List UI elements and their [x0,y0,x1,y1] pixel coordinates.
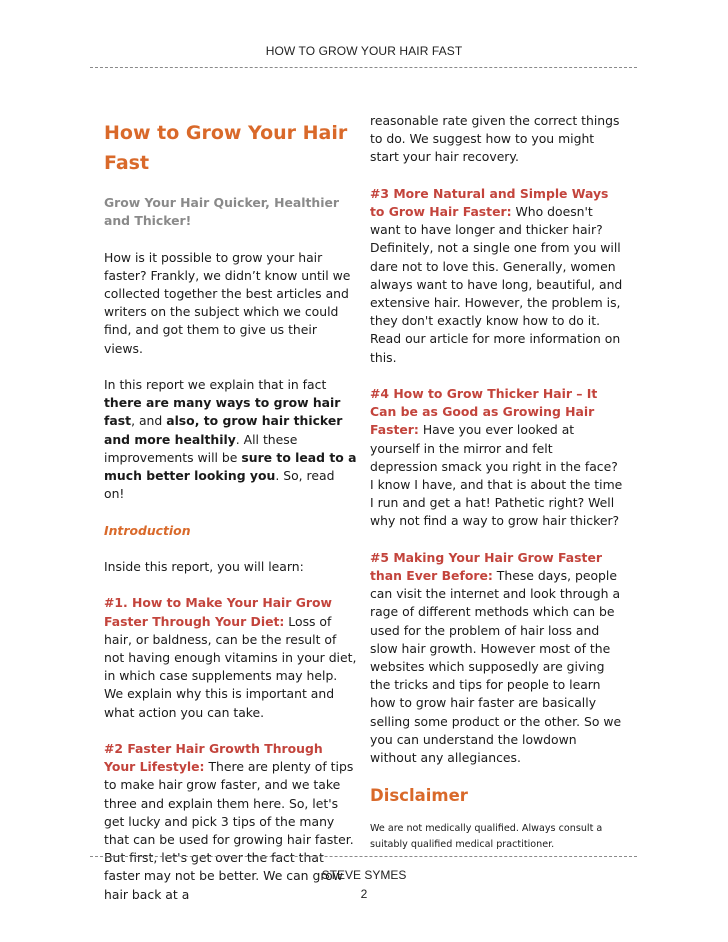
item-2-text: There are plenty of tips to make hair grow faster, and we take three and explain them here. So, let's get lucky and pick 3 tips of the many that can be used for growing hair faster. But first, let's get over the fact that faster may not be better. We can grow hair back at a [104,759,354,902]
item-1 [104,594,358,721]
running-header: HOW TO GROW YOUR HAIR FAST [265,44,463,58]
item-4-text: Have you ever looked at yourself in the mirror and felt depression smack you right in the face? I know I have, and that is about the time I run and get a hat! Pathetic right? Well why not find a way to grow hair thicker? [370,422,623,529]
right-column [370,112,624,871]
continued-paragraph: reasonable rate given the correct things to do. We suggest how to you might start your hair recovery. [370,113,620,165]
introduction-heading: Introduction [104,522,191,538]
report-text-1: In this report we explain that in fact [104,377,327,392]
subtitle: Grow Your Hair Quicker, Healthier and Thicker! [104,195,340,229]
disclaimer-text: We are not medically qualified. Always consult a suitably qualified medical practitioner. [370,823,603,850]
inside-report-line: Inside this report, you will learn: [104,559,304,574]
report-text-4: . So, read on! [104,468,335,502]
page-title: How to Grow Your Hair Fast [104,122,348,174]
item-3-text: Who doesn't want to have longer and thicker hair? Definitely, not a single one from you will dare not to love this. Generally, women always want to have long, beautiful, and extensive hair. However, the problem is, they don't exactly know how to do it. Read our article for more information on this. [370,204,623,365]
report-text-2: , and [131,413,167,429]
report-bold-1: there are many ways to grow hair fast [104,395,341,429]
footer-divider [90,856,637,857]
item-5-heading: #5 Making Your Hair Grow Faster than Ever Before: [370,549,602,584]
item-5-text: These days, people can visit the internet and look through a rage of different methods which can be used for the problem of hair loss and slow hair growth. However most of the websites which supposedly are giving the tricks and tips for people to learn how to grow hair faster are basically selling some product or the other. So we you can understand the lowdown without any allegiances. [370,568,622,766]
item-3-heading: #3 More Natural and Simple Ways to Grow Hair Faster: [370,185,609,219]
disclaimer-heading: Disclaimer [370,786,468,806]
report-bold-3: sure to lead to a much better looking you [104,449,357,484]
item-4 [370,385,624,531]
item-5 [370,549,624,767]
page-number: 2 [360,887,368,901]
footer-author: STEVE SYMES [321,868,407,882]
item-4-heading: #4 How to Grow Thicker Hair – It Can be as Good as Growing Hair Faster: [370,386,598,438]
header-divider [90,67,637,68]
item-3 [370,185,624,367]
item-1-heading: #1. How to Make Your Hair Grow Faster Through Your Diet: [104,595,332,629]
report-paragraph [104,376,358,503]
report-bold-2: also, to grow hair thicker and more healthily [104,413,343,447]
item-2-heading: #2 Faster Hair Growth Through Your Lifestyle: [104,741,323,775]
item-1-text: Loss of hair, or baldness, can be the result of not having enough vitamins in your diet, in which case supplements may help. We explain why this is important and what action you can take. [104,613,357,720]
report-text-3: . All these improvements will be [104,431,298,465]
intro-paragraph: How is it possible to grow your hair faster? Frankly, we didn’t know until we collected together the best articles and writers on the subject which we could find, and got them to give us their views. [104,249,351,356]
left-column [104,112,358,922]
